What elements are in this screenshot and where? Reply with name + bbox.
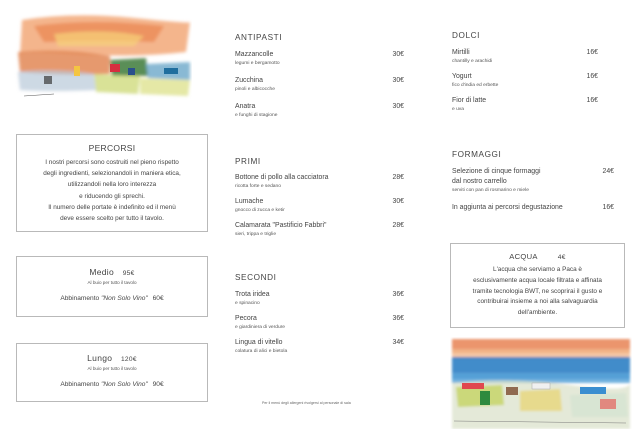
acqua-title: ACQUA	[509, 252, 538, 261]
percorsi-line: utilizzandoli nella loro interezza	[67, 181, 157, 189]
dish-desc: sieri, trippa e triglie	[235, 232, 277, 237]
dish-desc: fico d'india ed erbette	[452, 83, 499, 88]
allergen-note: Per il menù degli allergeni rivolgersi al personale di sala	[262, 401, 351, 405]
acqua-line: dell'ambiente.	[517, 309, 558, 317]
antipasti-title: ANTIPASTI	[235, 33, 283, 42]
dish-item	[235, 174, 328, 189]
dish-item	[235, 315, 285, 330]
dish-name: Mazzancolle	[235, 51, 274, 58]
percorsi-box	[16, 134, 208, 232]
dish-price: 28€	[392, 174, 404, 181]
dish-item	[452, 97, 486, 112]
dish-item	[235, 77, 275, 92]
acqua-line: esclusivamente acqua locale filtrata e affinata	[473, 276, 602, 284]
medio-name: Medio	[89, 267, 115, 277]
dish-name: Calamarata "Pastificio Fabbri"	[235, 222, 327, 229]
dish-item	[235, 339, 287, 354]
dish-name: Yogurt	[452, 73, 472, 80]
cheese-addon-price: 16€	[602, 204, 614, 211]
dish-price: 16€	[586, 97, 598, 104]
dish-desc: gnocco di zucca e ketir	[235, 208, 285, 213]
menu-lungo-box	[16, 343, 208, 402]
dish-item	[452, 49, 492, 64]
dish-desc: chantilly e arachidi	[452, 59, 493, 64]
cheese-selection-line1: Selezione di cinque formaggi	[452, 168, 541, 175]
acqua-line: L'acqua che serviamo a Paca è	[493, 266, 582, 273]
acqua-line: tramite tecnologia BWT, ne scoprirai il gusto e	[472, 287, 603, 295]
percorsi-line: degli ingredienti, selezionandoli in maniera etica,	[43, 170, 181, 178]
dish-price: 36€	[392, 291, 404, 298]
lungo-note: Al buio per tutto il tavolo	[87, 366, 137, 371]
dish-name: Trota iridea	[235, 291, 270, 298]
dish-name: Zucchina	[235, 77, 263, 84]
dish-desc: colatura di alici e bietola	[235, 349, 288, 354]
dish-name: Mirtilli	[452, 49, 470, 56]
dish-desc: e spinacino	[235, 301, 260, 306]
dish-item	[452, 73, 498, 88]
cheese-addon	[452, 204, 563, 211]
medio-pairing-label: Abbinamento	[60, 295, 100, 302]
percorsi-line: e riducendo gli sprechi.	[79, 192, 145, 200]
lungo-price: 120€	[120, 356, 137, 363]
primi-title: PRIMI	[235, 157, 261, 166]
cheese-selection-price: 24€	[602, 168, 614, 175]
dish-price: 30€	[392, 77, 404, 84]
acqua-box	[450, 243, 625, 328]
dish-price: 36€	[392, 315, 404, 322]
dish-price: 16€	[586, 49, 598, 56]
watercolor-painting-top	[14, 12, 192, 104]
lungo-name: Lungo	[87, 353, 113, 363]
percorsi-line: deve essere scelto per tutto il tavolo.	[60, 215, 164, 223]
dish-desc: legumi e bergamotto	[235, 61, 280, 66]
medio-pairing-name: "Non Solo Vino"	[101, 295, 148, 302]
dish-item	[235, 198, 285, 213]
dish-desc: e funghi di stagione	[235, 113, 278, 118]
dish-desc: e uva	[452, 107, 464, 112]
cheese-selection	[452, 168, 541, 193]
cheese-selection-desc: serviti con pan di rosmarino e miele	[452, 188, 529, 193]
dish-name: Pecora	[235, 315, 257, 322]
dish-desc: e giardiniera di verdure	[235, 325, 286, 330]
medio-pairing-price: 60€	[152, 295, 164, 302]
medio-price: 95€	[122, 270, 135, 277]
dish-price: 30€	[392, 198, 404, 205]
percorsi-title: PERCORSI	[88, 143, 136, 153]
dish-name: Fior di latte	[452, 97, 487, 104]
dish-name: Lumache	[235, 198, 264, 205]
dish-price: 34€	[392, 339, 404, 346]
dish-item	[235, 103, 277, 118]
dish-price: 16€	[586, 73, 598, 80]
lungo-pairing-name: "Non Solo Vino"	[101, 381, 148, 388]
cheese-addon-label: In aggiunta ai percorsi degustazione	[452, 204, 563, 211]
dish-name: Anatra	[235, 103, 256, 110]
medio-note: Al buio per tutto il tavolo	[87, 280, 137, 285]
lungo-pairing-label: Abbinamento	[60, 381, 100, 388]
acqua-price: 4€	[557, 254, 566, 261]
cheese-selection-line2: dal nostro carrello	[452, 178, 507, 185]
percorsi-line: I nostri percorsi sono costruiti nel pieno rispetto	[45, 159, 179, 166]
dolci-title: DOLCI	[452, 31, 481, 40]
dish-price: 28€	[392, 222, 404, 229]
dish-price: 30€	[392, 51, 404, 58]
acqua-line: contribuirai insieme a noi alla salvaguardia	[477, 298, 598, 306]
dish-item	[235, 291, 270, 306]
menu-medio-box	[16, 256, 208, 317]
dish-desc: ricotta forte e sedano	[235, 184, 281, 189]
dish-price: 30€	[392, 103, 404, 110]
dish-item	[235, 222, 326, 237]
lungo-pairing-price: 90€	[152, 381, 164, 388]
secondi-title: SECONDI	[235, 273, 277, 282]
dish-item	[235, 51, 280, 66]
percorsi-line: Il numero delle portate è indefinito ed il menù	[48, 203, 176, 211]
dish-name: Bottone di pollo alla cacciatora	[235, 174, 329, 181]
formaggi-title: FORMAGGI	[452, 150, 502, 159]
dish-desc: pinoli e albicocche	[235, 87, 275, 92]
dish-name: Lingua di vitello	[235, 339, 283, 346]
watercolor-painting-bottom	[450, 337, 632, 429]
